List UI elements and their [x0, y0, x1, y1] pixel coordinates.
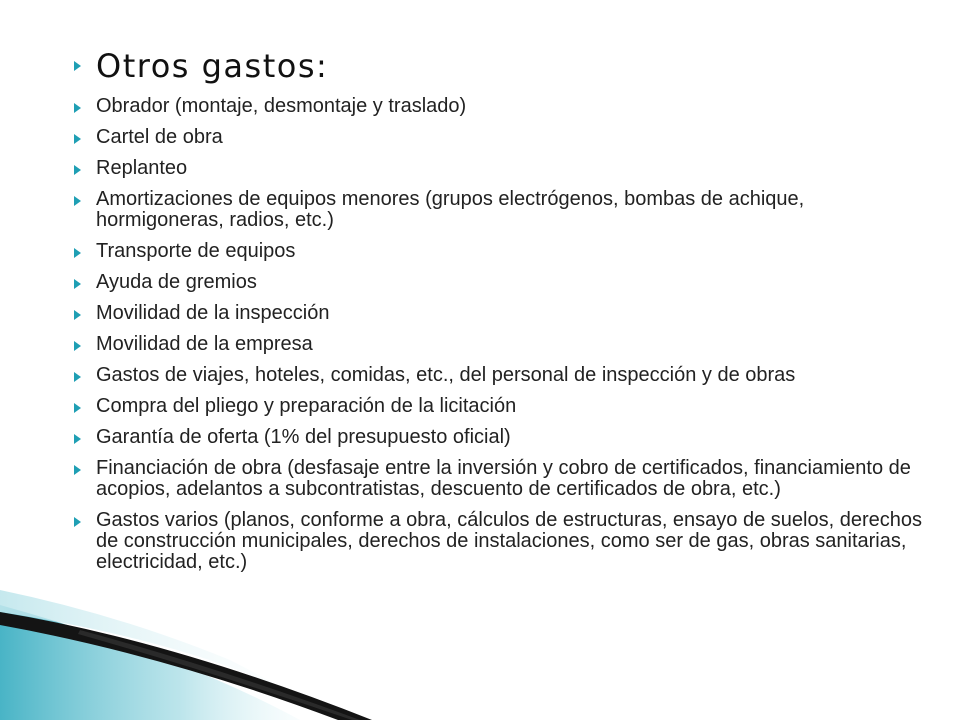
list-item [74, 427, 924, 448]
list-item [74, 241, 924, 262]
arrow-bullet-icon [74, 134, 81, 144]
arrow-bullet-icon [74, 341, 81, 351]
arrow-bullet-icon [74, 61, 81, 71]
dark-swoosh-stroke [0, 612, 372, 720]
list-item-text: Gastos de viajes, hoteles, comidas, etc., del personal de inspección y de obras [96, 364, 796, 386]
arrow-bullet-icon [74, 434, 81, 444]
title-row [74, 46, 924, 86]
list-item-text: Amortizaciones de equipos menores (grupos electrógenos, bombas de achique, hormigoneras, radios, etc.) [96, 188, 805, 231]
slide-content [74, 46, 924, 583]
list-item [74, 365, 924, 386]
list-item-text: Movilidad de la empresa [96, 333, 313, 355]
light-teal-swoosh-band [0, 590, 285, 690]
list-item [74, 127, 924, 148]
list-item [74, 189, 924, 231]
list-item-text: Financiación de obra (desfasaje entre la inversión y cobro de certificados, financiamiento de acopios, adelantos a subcontratistas, descuento de certificados de obra, etc.) [96, 457, 911, 500]
teal-swoosh-band [0, 605, 300, 720]
list-item-text: Gastos varios (planos, conforme a obra, cálculos de estructuras, ensayo de suelos, derechos de construcción municipales, derechos de instalaciones, como ser de gas, obras sanitarias, electricidad, etc.) [96, 509, 922, 573]
slide-title: Otros gastos: [96, 47, 329, 85]
arrow-bullet-icon [74, 279, 81, 289]
arrow-bullet-icon [74, 465, 81, 475]
list-item [74, 158, 924, 179]
arrow-bullet-icon [74, 248, 81, 258]
list-item [74, 96, 924, 117]
list-item [74, 334, 924, 355]
list-item-text: Ayuda de gremios [96, 271, 257, 293]
arrow-bullet-icon [74, 165, 81, 175]
list-item-text: Transporte de equipos [96, 240, 296, 262]
arrow-bullet-icon [74, 372, 81, 382]
arrow-bullet-icon [74, 517, 81, 527]
list-item-text: Replanteo [96, 157, 188, 179]
list-item [74, 396, 924, 417]
arrow-bullet-icon [74, 310, 81, 320]
bullet-list [74, 96, 924, 573]
dark-swoosh-thin [78, 630, 360, 720]
arrow-bullet-icon [74, 196, 81, 206]
arrow-bullet-icon [74, 403, 81, 413]
list-item-text: Compra del pliego y preparación de la licitación [96, 395, 517, 417]
arrow-bullet-icon [74, 103, 81, 113]
list-item [74, 510, 924, 573]
list-item [74, 303, 924, 324]
list-item-text: Garantía de oferta (1% del presupuesto oficial) [96, 426, 511, 448]
list-item [74, 272, 924, 293]
list-item [74, 458, 924, 500]
list-item-text: Cartel de obra [96, 126, 223, 148]
list-item-text: Obrador (montaje, desmontaje y traslado) [96, 95, 467, 117]
list-item-text: Movilidad de la inspección [96, 302, 330, 324]
